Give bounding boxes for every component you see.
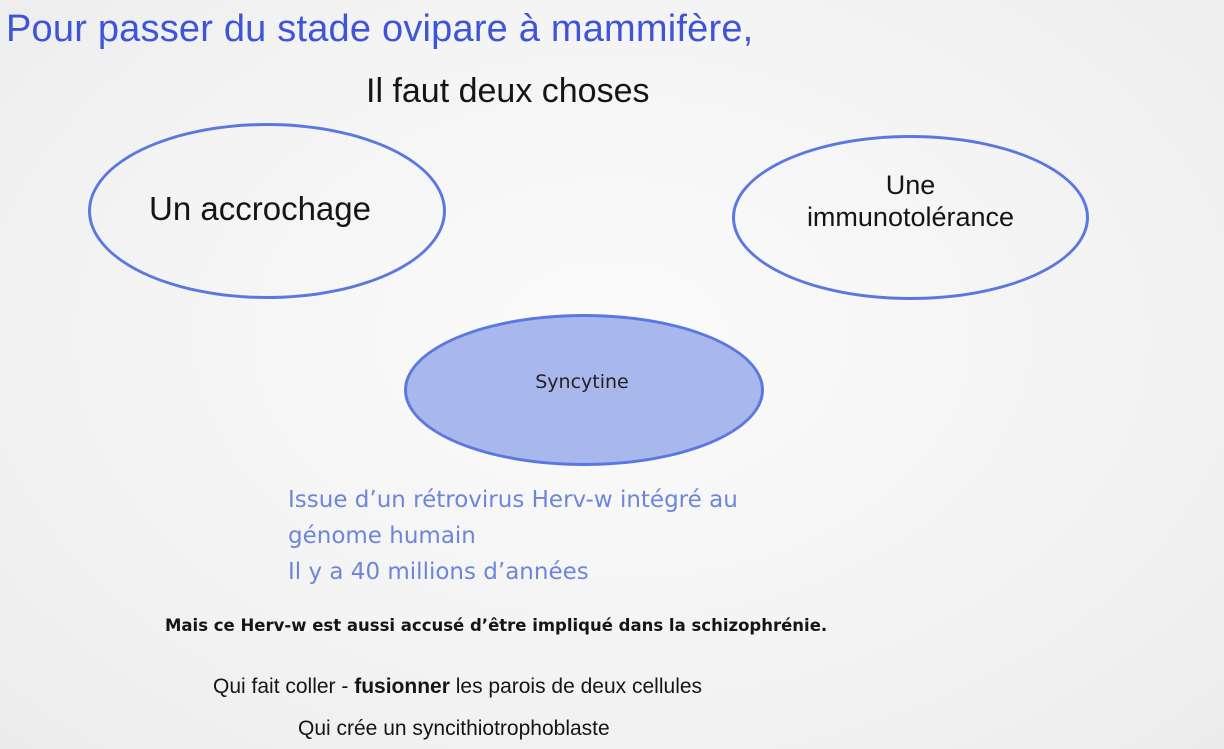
schizophrenia-warning: Mais ce Herv-w est aussi accusé d’être impliqué dans la schizophrénie. xyxy=(165,616,828,635)
ellipse-syncytine-label: Syncytine xyxy=(535,371,629,393)
fusion-description xyxy=(213,675,702,699)
retrovirus-note-line: Issue d’un rétrovirus Herv-w intégré au xyxy=(288,487,738,513)
fusion-description-start: Qui fait coller - xyxy=(213,675,355,698)
retrovirus-note-line: génome humain xyxy=(288,523,476,549)
ellipse-accrochage-label: Un accrochage xyxy=(149,190,371,227)
ellipse-syncytine xyxy=(404,314,764,466)
ellipse-immunotolerance xyxy=(732,135,1089,300)
syncitio-description: Qui crée un syncithiotrophoblaste xyxy=(298,717,610,740)
slide-title: Pour passer du stade ovipare à mammifère, xyxy=(6,8,754,50)
ellipse-immunotolerance-label: Une immunotolérance xyxy=(806,169,1015,232)
fusion-description-bold: fusionner xyxy=(354,675,450,698)
fusion-description-end: les parois de deux cellules xyxy=(449,675,703,698)
ellipse-accrochage xyxy=(88,123,446,299)
retrovirus-note xyxy=(288,482,738,590)
slide-subtitle: Il faut deux choses xyxy=(366,72,650,110)
retrovirus-note-line: Il y a 40 millions d’années xyxy=(288,559,589,585)
